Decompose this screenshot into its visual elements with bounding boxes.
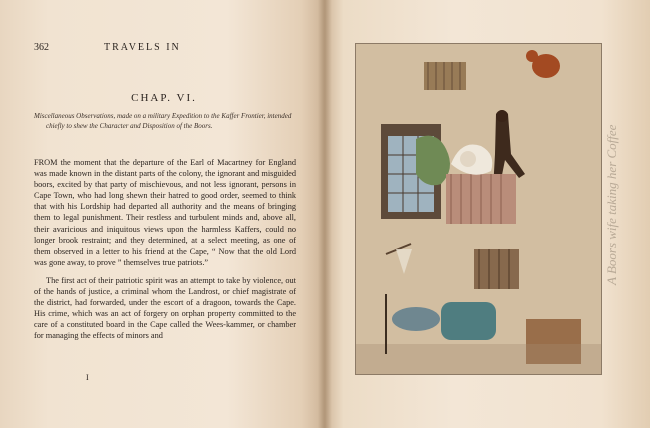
illustration-plate xyxy=(355,43,602,375)
chapter-title: CHAP. VI. xyxy=(131,92,197,104)
body-text xyxy=(34,157,296,349)
chapter-summary: Miscellaneous Observations, made on a military Expedition to the Kaffer Frontier, intended chiefly to shew the Character and Disposition of the Boors. xyxy=(34,112,292,130)
paragraph-2: The first act of their patriotic spirit was an attempt to take by violence, out of the hands of justice, a criminal whom the Landrost, or chief magistrate of the district, had forwarded, under the escort of a dragoon, towards the Cape. His crime, which was an act of forgery on orphan property committed to the care of a constituted board in the Cape called the Wees-kammer, or chamber for managing the effects of minors and xyxy=(34,275,296,341)
boor-wife-illustration xyxy=(356,44,601,374)
page-header xyxy=(34,42,296,56)
left-page xyxy=(0,0,324,428)
signature-mark: I xyxy=(86,373,89,382)
running-head: TRAVELS IN xyxy=(104,42,181,53)
paragraph-1: FROM the moment that the departure of the Earl of Macartney for England was made known in the distant parts of the colony, the ignorant and misguided boors, excited by that party of mischievous, and not less ignorant, persons in Cape Town, who had long shewn their hatred to good order, seemed to think that with his Lordship had departed all authority and the means of bringing them to legal punishment. Their restless and turbulent minds and, above all, their avaricious and iniquitous views upon the harmless Kaffers, could no longer brook restraint; and they determined, at a select meeting, as one of them observed in a letter to his friend at the Cape, “ Now that the old Lord was gone away, to prove ” themselves true patriots.” xyxy=(34,158,296,267)
page-number: 362 xyxy=(34,42,49,53)
plate-caption: A Boors wife taking her Coffee xyxy=(604,124,619,285)
book-gutter xyxy=(318,0,332,428)
